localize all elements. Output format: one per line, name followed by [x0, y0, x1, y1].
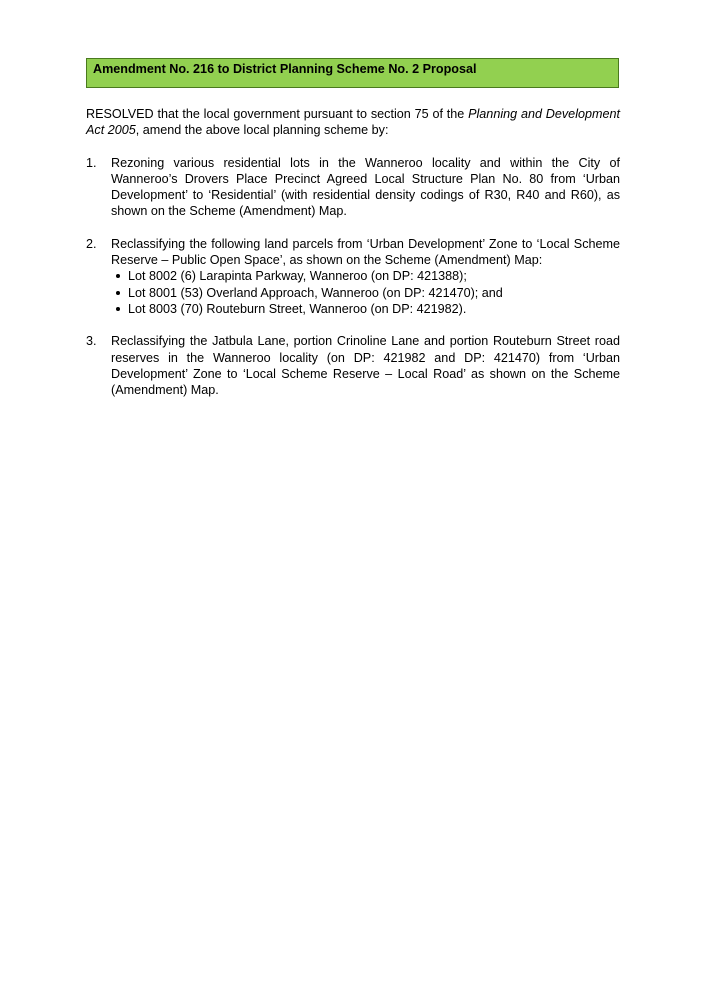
land-parcel-item	[111, 268, 620, 284]
bullet-icon	[116, 307, 120, 311]
land-parcel-text: Lot 8001 (53) Overland Approach, Wanneroo (on DP: 421470); and	[128, 285, 503, 300]
land-parcel-item	[111, 301, 620, 317]
intro-text-start: RESOLVED that the local government pursuant to section 75 of the	[86, 107, 469, 121]
list-item-1	[86, 155, 620, 220]
item-number: 3.	[86, 334, 97, 349]
item-text: Reclassifying the Jatbula Lane, portion Crinoline Lane and portion Routeburn Street road reserves in the Wanneroo locality (on DP: 421982 and DP: 421470) from ‘Urban Development’ Zone to ‘Local Scheme Reserve – Local Road’ as shown on the Scheme (Amendment) Map.	[111, 334, 620, 398]
act-name: Planning and Development Act 2005	[86, 107, 620, 138]
item-number: 2.	[86, 236, 97, 251]
bullet-icon	[116, 274, 120, 278]
item-number: 1.	[86, 155, 97, 170]
land-parcel-text: Lot 8003 (70) Routeburn Street, Wanneroo (on DP: 421982).	[128, 301, 467, 316]
document-body	[86, 106, 620, 414]
item-text: Rezoning various residential lots in the Wanneroo locality and within the City of Wanneroo’s Drovers Place Precinct Agreed Local Structure Plan No. 80 from ‘Urban Development’ to ‘Residential’ (with residential density codings of R30, R40 and R60), as shown on the Scheme (Amendment) Map.	[111, 155, 620, 219]
proposal-title: Amendment No. 216 to District Planning Scheme No. 2 Proposal	[93, 62, 477, 76]
bullet-icon	[116, 291, 120, 295]
item-text: Reclassifying the following land parcels from ‘Urban Development’ Zone to ‘Local Scheme Reserve – Public Open Space’, as shown on the Scheme (Amendment) Map:	[111, 236, 620, 268]
intro-text-end: , amend the above local planning scheme by:	[135, 123, 389, 138]
proposal-title-box	[86, 58, 619, 88]
land-parcel-item	[111, 285, 620, 301]
land-parcel-list	[111, 268, 620, 317]
resolution-intro	[86, 106, 620, 139]
list-item-2	[86, 236, 620, 317]
land-parcel-text: Lot 8002 (6) Larapinta Parkway, Wanneroo (on DP: 421388);	[128, 269, 467, 284]
resolution-list	[86, 155, 620, 399]
list-item-3	[86, 333, 620, 398]
